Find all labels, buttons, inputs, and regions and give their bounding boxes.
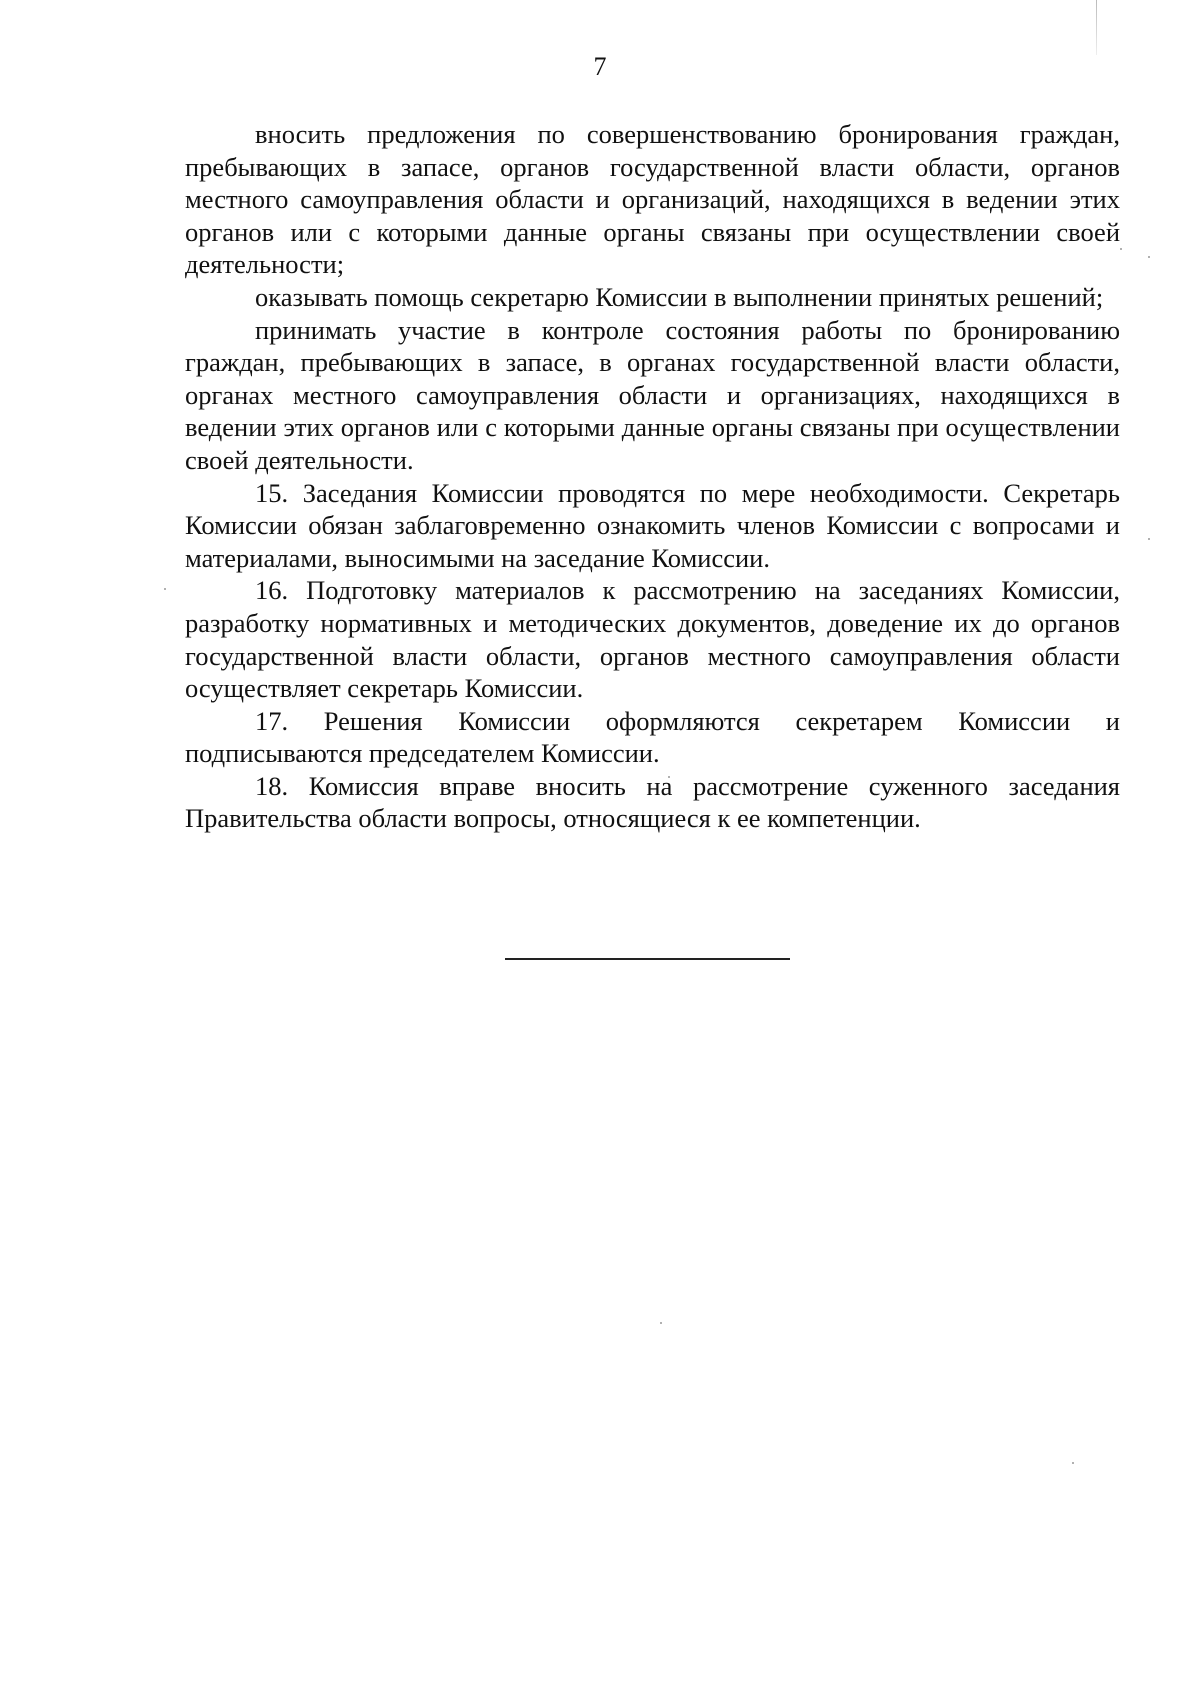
paragraph: 17. Решения Комиссии оформляются секретарем Комиссии и подписываются председателем Комиссии. <box>185 705 1120 769</box>
scan-edge-mark <box>1096 0 1097 55</box>
scan-speck <box>1148 256 1150 258</box>
paragraph: 15. Заседания Комиссии проводятся по мере необходимости. Секретарь Комиссии обязан заблаговременно ознакомить членов Комиссии с вопросами и материалами, выносимыми на заседание Комиссии. <box>185 477 1120 573</box>
paragraph: 18. Комиссия вправе вносить на рассмотрение суженного заседания Правительства области вопросы, относящиеся к ее компетенции. <box>185 770 1120 834</box>
scan-speck <box>1120 248 1122 250</box>
scan-speck <box>660 1322 662 1324</box>
paragraph: принимать участие в контроле состояния работы по бронированию граждан, пребывающих в запасе, в органах государственной власти области, органах местного самоуправления области и организациях, находящихся в ведении этих органов или с которыми данные органы связаны при осуществлении своей деятельности. <box>185 314 1120 475</box>
paragraph: вносить предложения по совершенствованию бронирования граждан, пребывающих в запасе, органов государственной власти области, органов местного самоуправления области и организаций, находящихся в ведении этих органов или с которыми данные органы связаны при осуществлении своей деятельности; <box>185 119 1120 280</box>
paragraph: 16. Подготовку материалов к рассмотрению на заседаниях Комиссии, разработку нормативных и методических документов, доведение их до органов государственной власти области, органов местного самоуправления области осуществляет секретарь Комиссии. <box>185 575 1120 704</box>
scan-speck <box>1072 1462 1074 1464</box>
document-body <box>185 118 1120 835</box>
scan-speck <box>164 588 166 590</box>
paragraph: оказывать помощь секретарю Комиссии в выполнении принятых решений; <box>255 281 1104 312</box>
page-number: 7 <box>593 52 607 81</box>
end-divider-line <box>505 958 790 960</box>
scan-speck <box>1148 538 1150 540</box>
